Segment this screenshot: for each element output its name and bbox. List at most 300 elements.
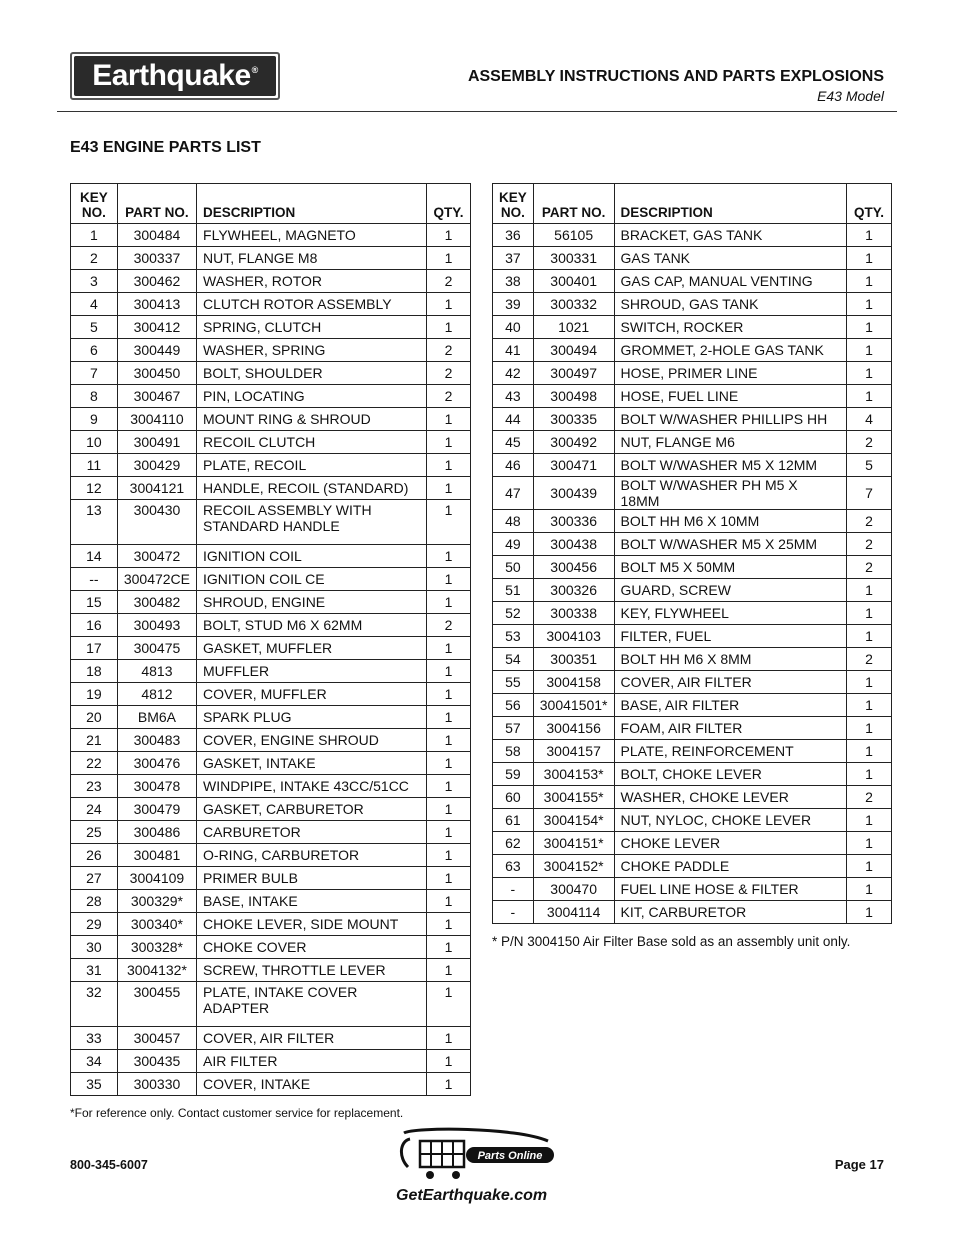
description-cell: SWITCH, ROCKER [614,316,847,339]
key-no-cell: 57 [493,717,534,740]
qty-cell: 1 [427,224,471,247]
key-no-cell: 52 [493,602,534,625]
description-cell: PLATE, REINFORCEMENT [614,740,847,763]
table-row [493,832,892,855]
key-no-cell: 17 [71,637,118,660]
description-cell: GASKET, CARBURETOR [197,798,427,821]
part-no-cell: 300337 [117,247,196,270]
table-row [71,316,471,339]
qty-cell: 1 [427,454,471,477]
table-row [493,339,892,362]
part-no-cell: 300351 [533,648,614,671]
description-cell: BOLT W/WASHER M5 X 25MM [614,533,847,556]
table-row [71,247,471,270]
description-cell: IGNITION COIL [197,545,427,568]
table-row [493,671,892,694]
table-row [493,717,892,740]
key-no-cell: 60 [493,786,534,809]
key-no-cell: -- [71,568,118,591]
part-no-cell: 300484 [117,224,196,247]
logo-text: Earthquake [92,59,251,92]
key-no-cell: 30 [71,936,118,959]
key-no-cell: 54 [493,648,534,671]
key-no-cell: 13 [71,500,118,545]
key-no-cell: 8 [71,385,118,408]
qty-cell: 1 [427,591,471,614]
table-row [493,855,892,878]
part-no-cell: 300455 [117,982,196,1027]
part-no-cell: 300338 [533,602,614,625]
description-cell: CHOKE LEVER, SIDE MOUNT [197,913,427,936]
key-no-cell: 28 [71,890,118,913]
table-row [71,936,471,959]
part-no-cell: 300331 [533,247,614,270]
description-cell: COVER, ENGINE SHROUD [197,729,427,752]
table-row [71,1073,471,1096]
description-cell: BASE, INTAKE [197,890,427,913]
key-no-cell: 42 [493,362,534,385]
document-title: ASSEMBLY INSTRUCTIONS AND PARTS EXPLOSIONS [467,68,884,85]
table-row [493,477,892,510]
key-no-cell: 40 [493,316,534,339]
key-no-cell: 10 [71,431,118,454]
qty-cell: 2 [847,556,892,579]
qty-cell: 1 [427,477,471,500]
key-no-cell: 1 [71,224,118,247]
key-no-cell: 44 [493,408,534,431]
qty-cell: 2 [847,431,892,454]
key-no-cell: 27 [71,867,118,890]
description-cell: BOLT M5 X 50MM [614,556,847,579]
part-no-cell: 300329* [117,890,196,913]
table-row [493,579,892,602]
qty-cell: 1 [427,844,471,867]
table-row [493,385,892,408]
qty-cell: 1 [427,729,471,752]
qty-cell: 1 [847,625,892,648]
table-row [71,1027,471,1050]
table-row [71,362,471,385]
description-cell: CHOKE LEVER [614,832,847,855]
key-no-cell: 29 [71,913,118,936]
part-no-cell: 3004155* [533,786,614,809]
table-row [71,706,471,729]
part-no-cell: 3004156 [533,717,614,740]
description-cell: FOAM, AIR FILTER [614,717,847,740]
qty-cell: 1 [427,1073,471,1096]
table-row [493,510,892,533]
description-cell: KIT, CARBURETOR [614,901,847,924]
website-link[interactable]: GetEarthquake.com [396,1187,548,1204]
qty-cell: 1 [847,270,892,293]
qty-cell: 1 [427,936,471,959]
qty-cell: 1 [427,775,471,798]
part-no-cell: 3004121 [117,477,196,500]
qty-cell: 1 [427,890,471,913]
table-row [493,740,892,763]
part-no-cell: BM6A [117,706,196,729]
description-cell: BOLT HH M6 X 10MM [614,510,847,533]
key-no-cell: 3 [71,270,118,293]
description-cell: BOLT, SHOULDER [197,362,427,385]
qty-cell: 1 [847,247,892,270]
description-cell: FUEL LINE HOSE & FILTER [614,878,847,901]
part-no-cell: 300438 [533,533,614,556]
description-cell: SHROUD, ENGINE [197,591,427,614]
part-no-cell: 1021 [533,316,614,339]
qty-cell: 1 [427,683,471,706]
qty-cell: 2 [847,786,892,809]
description-cell: HANDLE, RECOIL (STANDARD) [197,477,427,500]
part-no-cell: 300340* [117,913,196,936]
description-cell: CHOKE PADDLE [614,855,847,878]
description-cell: WASHER, ROTOR [197,270,427,293]
key-no-cell: 63 [493,855,534,878]
part-no-cell: 300401 [533,270,614,293]
description-cell: NUT, FLANGE M6 [614,431,847,454]
description-cell: SPARK PLUG [197,706,427,729]
part-no-cell: 300457 [117,1027,196,1050]
table-row [71,890,471,913]
description-cell: GAS CAP, MANUAL VENTING [614,270,847,293]
description-cell: SPRING, CLUTCH [197,316,427,339]
key-no-cell: 26 [71,844,118,867]
description-cell: IGNITION COIL CE [197,568,427,591]
part-no-cell: 56105 [533,224,614,247]
qty-cell: 1 [847,855,892,878]
qty-cell: 1 [427,316,471,339]
part-no-cell: 300328* [117,936,196,959]
qty-cell: 1 [847,694,892,717]
description-cell: SHROUD, GAS TANK [614,293,847,316]
description-cell: COVER, AIR FILTER [614,671,847,694]
table-row [71,545,471,568]
part-no-cell: 300449 [117,339,196,362]
table-row [71,408,471,431]
qty-cell: 1 [847,878,892,901]
description-cell: CLUTCH ROTOR ASSEMBLY [197,293,427,316]
description-cell: BOLT W/WASHER PHILLIPS HH [614,408,847,431]
key-no-cell: 16 [71,614,118,637]
key-no-cell: 23 [71,775,118,798]
part-no-cell: 300326 [533,579,614,602]
qty-cell: 2 [427,385,471,408]
qty-cell: 1 [847,579,892,602]
description-cell: AIR FILTER [197,1050,427,1073]
description-cell: KEY, FLYWHEEL [614,602,847,625]
key-no-cell: 14 [71,545,118,568]
qty-cell: 1 [427,867,471,890]
description-cell: FLYWHEEL, MAGNETO [197,224,427,247]
description-cell: MUFFLER [197,660,427,683]
qty-cell: 1 [847,832,892,855]
description-cell: BOLT HH M6 X 8MM [614,648,847,671]
table-row [71,568,471,591]
qty-cell: 1 [847,671,892,694]
description-cell: GROMMET, 2-HOLE GAS TANK [614,339,847,362]
model-subtitle: E43 Model [817,88,884,104]
qty-cell: 1 [847,362,892,385]
qty-cell: 2 [427,270,471,293]
parts-online-cart-icon [396,1127,558,1183]
description-cell: PRIMER BULB [197,867,427,890]
part-no-cell: 300498 [533,385,614,408]
part-no-cell: 4812 [117,683,196,706]
key-no-cell: 51 [493,579,534,602]
key-no-cell: 4 [71,293,118,316]
key-no-cell: 46 [493,454,534,477]
key-no-cell: 48 [493,510,534,533]
table-row [71,821,471,844]
key-no-cell: 62 [493,832,534,855]
qty-cell: 1 [427,1050,471,1073]
description-cell: WINDPIPE, INTAKE 43CC/51CC [197,775,427,798]
key-no-cell: 5 [71,316,118,339]
table-row [493,602,892,625]
description-cell: COVER, MUFFLER [197,683,427,706]
table-row [71,913,471,936]
key-no-cell: 45 [493,431,534,454]
table-row [493,316,892,339]
part-no-cell: 3004157 [533,740,614,763]
key-no-cell: 9 [71,408,118,431]
part-no-cell: 300483 [117,729,196,752]
part-no-cell: 300332 [533,293,614,316]
qty-cell: 1 [427,408,471,431]
description-cell: GUARD, SCREW [614,579,847,602]
qty-cell: 1 [427,545,471,568]
qty-cell: 2 [427,362,471,385]
table-row [71,500,471,545]
qty-cell: 1 [847,809,892,832]
table-row [493,247,892,270]
key-no-cell: 39 [493,293,534,316]
qty-cell: 7 [847,477,892,510]
part-no-cell: 300439 [533,477,614,510]
description-cell: WASHER, SPRING [197,339,427,362]
qty-cell: 5 [847,454,892,477]
key-no-cell: 55 [493,671,534,694]
description-cell: BOLT, CHOKE LEVER [614,763,847,786]
header-qty: QTY. [847,184,892,224]
part-no-cell: 3004132* [117,959,196,982]
table-row [71,591,471,614]
key-no-cell: 22 [71,752,118,775]
table-row [493,454,892,477]
description-cell: NUT, NYLOC, CHOKE LEVER [614,809,847,832]
table-row [493,293,892,316]
key-no-cell: 2 [71,247,118,270]
key-no-cell: 38 [493,270,534,293]
key-no-cell: 50 [493,556,534,579]
table-row [493,362,892,385]
table-row [493,224,892,247]
table-row [71,844,471,867]
table-row [71,431,471,454]
key-no-cell: 36 [493,224,534,247]
qty-cell: 1 [427,247,471,270]
header-key-no: KEY NO. [71,184,118,224]
qty-cell: 1 [847,901,892,924]
key-no-cell: 18 [71,660,118,683]
description-cell: BRACKET, GAS TANK [614,224,847,247]
header-divider [57,111,897,112]
description-cell: HOSE, PRIMER LINE [614,362,847,385]
table-row [493,556,892,579]
description-cell: GASKET, INTAKE [197,752,427,775]
table-row [71,729,471,752]
part-no-cell: 300435 [117,1050,196,1073]
table-row [493,431,892,454]
description-cell: CHOKE COVER [197,936,427,959]
part-no-cell: 3004153* [533,763,614,786]
qty-cell: 1 [847,740,892,763]
key-no-cell: 47 [493,477,534,510]
qty-cell: 1 [427,959,471,982]
table-row [71,477,471,500]
qty-cell: 1 [427,568,471,591]
part-no-cell: 3004151* [533,832,614,855]
header-description: DESCRIPTION [197,184,427,224]
table-header-row [71,184,471,224]
description-cell: PLATE, INTAKE COVER ADAPTER [197,982,427,1027]
qty-cell: 1 [427,821,471,844]
table-row [71,224,471,247]
description-cell: CARBURETOR [197,821,427,844]
table-row [493,533,892,556]
section-title: E43 ENGINE PARTS LIST [70,139,261,156]
qty-cell: 1 [847,717,892,740]
qty-cell: 1 [847,385,892,408]
parts-table-right [492,183,892,924]
part-no-cell: 300335 [533,408,614,431]
table-row [71,660,471,683]
parts-table-left [70,183,471,1096]
key-no-cell: 12 [71,477,118,500]
part-no-cell: 300476 [117,752,196,775]
key-no-cell: 53 [493,625,534,648]
key-no-cell: - [493,878,534,901]
qty-cell: 1 [427,637,471,660]
key-no-cell: 15 [71,591,118,614]
part-no-cell: 300472 [117,545,196,568]
description-cell: BOLT W/WASHER PH M5 X 18MM [614,477,847,510]
table-row [71,385,471,408]
table-row [493,648,892,671]
part-no-cell: 3004110 [117,408,196,431]
table-row [493,901,892,924]
qty-cell: 1 [427,1027,471,1050]
page-number: Page 17 [834,1157,884,1172]
table-row [493,694,892,717]
key-no-cell: 6 [71,339,118,362]
qty-cell: 2 [847,510,892,533]
table-row [71,683,471,706]
description-cell: COVER, INTAKE [197,1073,427,1096]
key-no-cell: 24 [71,798,118,821]
part-no-cell: 300494 [533,339,614,362]
key-no-cell: 32 [71,982,118,1027]
key-no-cell: 43 [493,385,534,408]
header-part-no: PART NO. [533,184,614,224]
qty-cell: 1 [427,660,471,683]
part-no-cell: 3004152* [533,855,614,878]
part-no-cell: 300430 [117,500,196,545]
description-cell: RECOIL ASSEMBLY WITH STANDARD HANDLE [197,500,427,545]
table-header-row [493,184,892,224]
part-no-cell: 300481 [117,844,196,867]
key-no-cell: 31 [71,959,118,982]
qty-cell: 1 [847,602,892,625]
description-cell: PIN, LOCATING [197,385,427,408]
table-row [71,637,471,660]
key-no-cell: 33 [71,1027,118,1050]
qty-cell: 1 [427,982,471,1027]
key-no-cell: 25 [71,821,118,844]
key-no-cell: 35 [71,1073,118,1096]
part-no-cell: 300330 [117,1073,196,1096]
part-no-cell: 300429 [117,454,196,477]
table-row [71,454,471,477]
qty-cell: 2 [847,648,892,671]
part-no-cell: 4813 [117,660,196,683]
qty-cell: 1 [847,339,892,362]
description-cell: MOUNT RING & SHROUD [197,408,427,431]
part-no-cell: 300456 [533,556,614,579]
description-cell: BOLT, STUD M6 X 62MM [197,614,427,637]
description-cell: NUT, FLANGE M8 [197,247,427,270]
part-no-cell: 300478 [117,775,196,798]
table-row [71,982,471,1027]
description-cell: GASKET, MUFFLER [197,637,427,660]
header-part-no: PART NO. [117,184,196,224]
header-key-no: KEY NO. [493,184,534,224]
description-cell: BOLT W/WASHER M5 X 12MM [614,454,847,477]
table-row [493,763,892,786]
part-no-cell: 300470 [533,878,614,901]
qty-cell: 1 [427,293,471,316]
part-no-cell: 300467 [117,385,196,408]
qty-cell: 1 [427,500,471,545]
part-no-cell: 300493 [117,614,196,637]
part-no-cell: 300497 [533,362,614,385]
table-row [71,775,471,798]
part-no-cell: 300482 [117,591,196,614]
table-row [493,625,892,648]
key-no-cell: 56 [493,694,534,717]
description-cell: SCREW, THROTTLE LEVER [197,959,427,982]
phone-number: 800-345-6007 [70,1158,148,1172]
table-row [493,408,892,431]
key-no-cell: 49 [493,533,534,556]
qty-cell: 1 [847,224,892,247]
key-no-cell: 61 [493,809,534,832]
key-no-cell: - [493,901,534,924]
part-no-cell: 300491 [117,431,196,454]
table-row [71,752,471,775]
qty-cell: 1 [847,316,892,339]
part-no-cell: 3004158 [533,671,614,694]
part-no-cell: 300336 [533,510,614,533]
header-qty: QTY. [427,184,471,224]
part-no-cell: 300471 [533,454,614,477]
table-row [71,614,471,637]
qty-cell: 1 [427,431,471,454]
key-no-cell: 58 [493,740,534,763]
table-row [71,270,471,293]
description-cell: HOSE, FUEL LINE [614,385,847,408]
table-row [493,270,892,293]
